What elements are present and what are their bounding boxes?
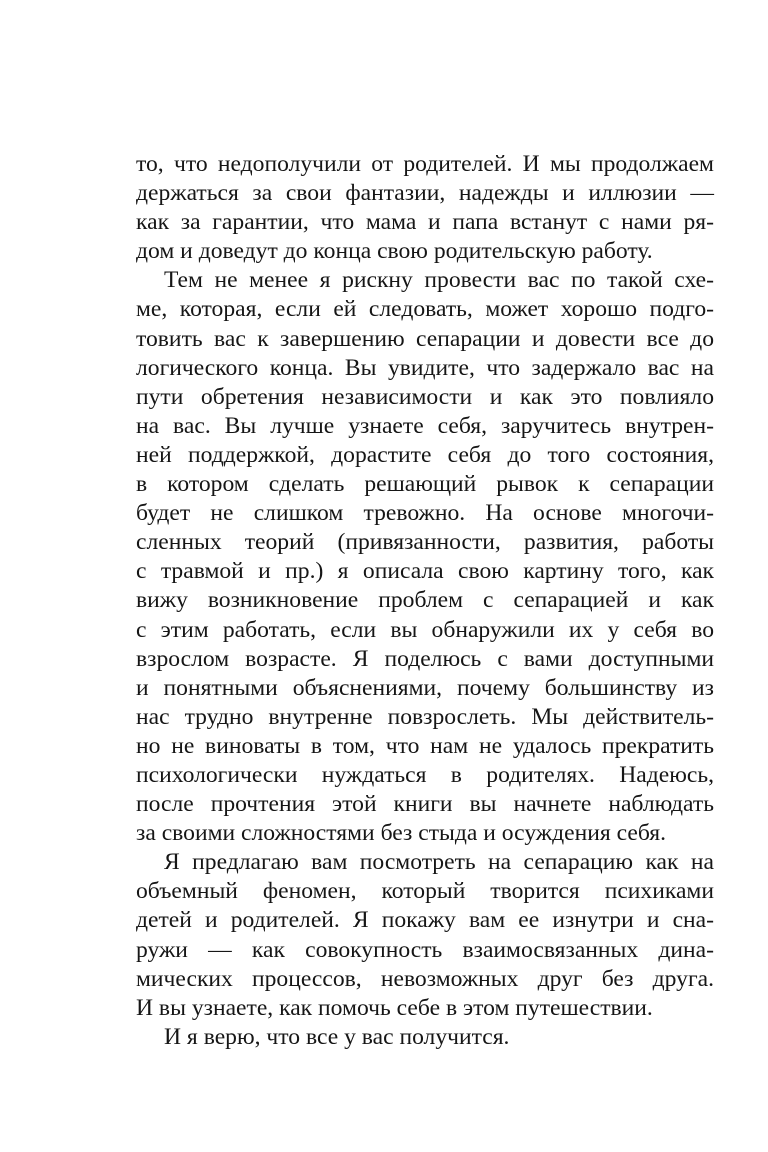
text-line: на вас. Вы лучше узнаете себя, заручитесь внутрен- — [136, 412, 714, 439]
text-line: держаться за свои фантазии, надежды и иллюзии — — [136, 180, 714, 207]
text-line: с травмой и пр.) я описала свою картину того, как — [136, 558, 714, 585]
text-line: дом и доведут до конца свою родительскую работу. — [136, 238, 653, 265]
paragraph-4 — [136, 1023, 714, 1052]
text-line: детей и родителей. Я покажу вам ее изнутри и сна- — [136, 907, 714, 934]
text-line: нас трудно внутренне повзрослеть. Мы действитель- — [136, 703, 714, 730]
text-line: взрослом возрасте. Я поделюсь с вами доступными — [136, 645, 714, 672]
text-line: сленных теорий (привязанности, развития, работы — [136, 529, 714, 556]
text-line: объемный феномен, который творится психиками — [136, 878, 714, 905]
text-line: после прочтения этой книги вы начнете наблюдать — [136, 791, 714, 818]
text-line: за своими сложностями без стыда и осуждения себя. — [136, 820, 666, 847]
text-line: и понятными объяснениями, почему большинству из — [136, 674, 714, 701]
text-line: но не виноваты в том, что нам не удалось прекратить — [136, 732, 714, 759]
text-line: товить вас к завершению сепарации и довести все до — [136, 325, 714, 352]
paragraph-1 — [136, 150, 714, 266]
paragraph-2 — [136, 266, 714, 848]
paragraph-3 — [136, 848, 714, 1023]
text-line: с этим работать, если вы обнаружили их у себя во — [136, 616, 714, 643]
text-line: вижу возникновение проблем с сепарацией и как — [136, 587, 714, 614]
text-line: ней поддержкой, дорастите себя до того состояния, — [136, 441, 714, 468]
text-line: И я верю, что все у вас получится. — [164, 1023, 510, 1050]
text-line: психологически нуждаться в родителях. Надеюсь, — [136, 761, 714, 788]
text-line: И вы узнаете, как помочь себе в этом путешествии. — [136, 994, 653, 1021]
text-line: пути обретения независимости и как это повлияло — [136, 383, 714, 410]
text-line: в котором сделать решающий рывок к сепарации — [136, 471, 714, 498]
text-line: Я предлагаю вам посмотреть на сепарацию как на — [164, 849, 714, 876]
book-page-text — [136, 150, 714, 1052]
text-line: будет не слишком тревожно. На основе многочи- — [136, 500, 714, 527]
text-line: как за гарантии, что мама и папа встанут с нами ря- — [136, 209, 714, 236]
text-line: логического конца. Вы увидите, что задержало вас на — [136, 354, 714, 381]
text-line: ружи — как совокупность взаимосвязанных дина- — [136, 936, 714, 963]
text-line: ме, которая, если ей следовать, может хорошо подго- — [136, 296, 714, 323]
text-line: мических процессов, невозможных друг без друга. — [136, 965, 714, 992]
text-line: то, что недополучили от родителей. И мы продолжаем — [136, 151, 714, 177]
text-line: Тем не менее я рискну провести вас по такой схе- — [164, 267, 714, 294]
